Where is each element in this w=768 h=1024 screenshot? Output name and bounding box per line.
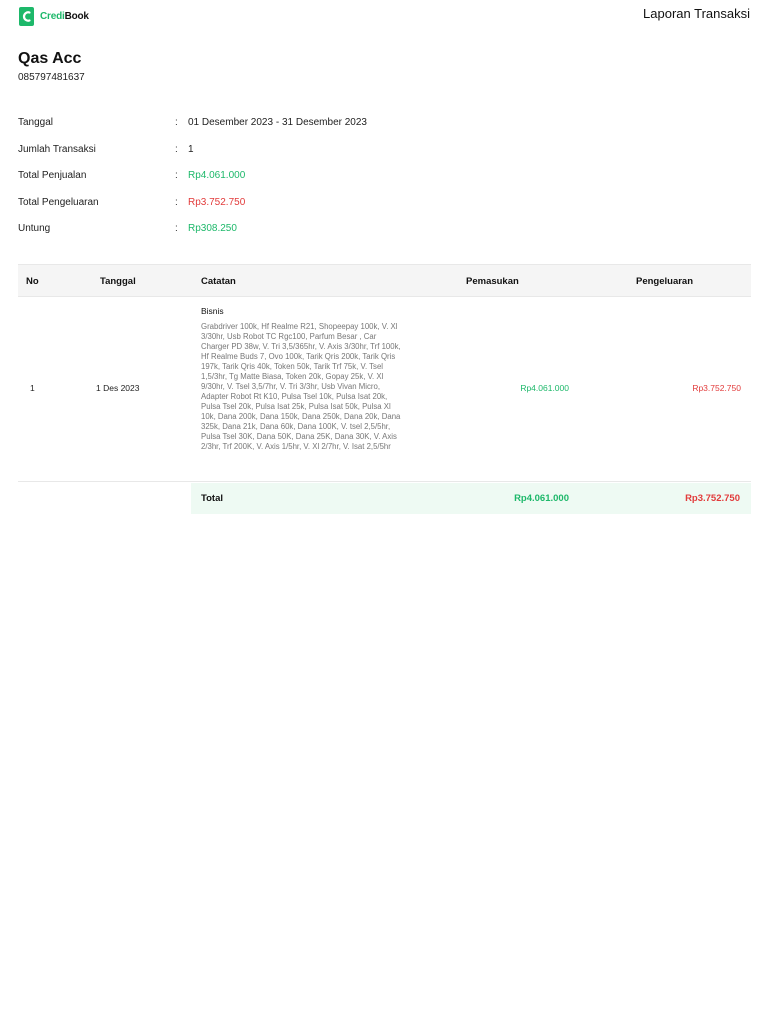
- row-date: 1 Des 2023: [96, 383, 140, 393]
- column-header-expense: Pengeluaran: [636, 276, 694, 287]
- row-expense: Rp3.752.750: [692, 383, 741, 393]
- row-category: Bisnis: [201, 306, 224, 316]
- summary-row-date: [18, 115, 518, 142]
- total-income: Rp4.061.000: [514, 493, 569, 504]
- row-description: Grabdriver 100k, Hf Realme R21, Shopeepay 100k, V. Xl 3/30hr, Usb Robot TC Rgc100, Parfum Besar , Car Charger PD 38w, V. Tri 3,5/365hr, V. Axis 3/30hr, Trf 100k, Hf Realme Buds 7, Ovo 100k, Tarik Qris 200k, Tarik Qris 197k, Tarik Qris 40k, Token 50k, Tarik Trf 75k, V. Tsel 1,5/3hr, Tg Matte Biasa, Token 20k, Gopay 25k, V. Xl 9/30hr, V. Tsel 3,5/7hr, V. Tri 3/3hr, Usb Vivan Micro, Adapter Robot Rt K10, Pulsa Tsel 10k, Pulsa Isat 20k, Pulsa Tsel 20k, Pulsa Isat 25k, Pulsa Isat 50k, Pulsa Xl 10k, Dana 200k, Dana 150k, Dana 250k, Dana 20k, Dana 325k, Dana 21k, Dana 60k, Dana 100K, V. tsel 2,5/5hr, Pulsa Tsel 30K, Dana 50K, Dana 25K, Dana 30K, V. Axis 2/3hr, Trf 200K, V. Axis 1/5hr, V. Xl 2/7hr, V. Isat 2,5/5hr: [201, 322, 401, 451]
- table-header: [18, 264, 751, 297]
- summary-row-total-sales: [18, 168, 518, 195]
- summary-sales-value: Rp4.061.000: [188, 170, 246, 181]
- total-label: Total: [201, 493, 223, 504]
- row-income: Rp4.061.000: [520, 383, 569, 393]
- column-header-notes: Catatan: [201, 276, 236, 287]
- brand-logo: [19, 7, 89, 26]
- summary-colon: :: [175, 223, 178, 234]
- summary-row-transaction-count: [18, 142, 518, 169]
- summary-label: Untung: [18, 223, 51, 234]
- summary-row-profit: [18, 221, 518, 248]
- column-header-income: Pemasukan: [466, 276, 519, 287]
- summary-label: Tanggal: [18, 117, 54, 128]
- summary-label: Total Pengeluaran: [18, 196, 99, 208]
- brand-name-part1: Credi: [40, 11, 65, 22]
- summary-label: Total Penjualan: [18, 170, 87, 181]
- report-title: Laporan Transaksi: [643, 6, 750, 21]
- row-number: 1: [30, 383, 35, 393]
- summary-count-value: 1: [188, 143, 194, 155]
- summary-colon: :: [175, 170, 178, 181]
- summary-colon: :: [175, 143, 178, 155]
- top-bar: [0, 0, 768, 34]
- summary-expenses-value: Rp3.752.750: [188, 196, 246, 208]
- transaction-table: [18, 264, 751, 504]
- summary-date-value: 01 Desember 2023 - 31 Desember 2023: [188, 117, 367, 128]
- total-expense: Rp3.752.750: [685, 493, 740, 504]
- row-notes: [201, 306, 401, 452]
- column-header-no: No: [26, 276, 39, 287]
- summary-colon: :: [175, 196, 178, 208]
- brand-name: [40, 11, 89, 22]
- credibook-logo-icon: [19, 7, 34, 26]
- summary-colon: :: [175, 117, 178, 128]
- summary-section: [18, 115, 518, 248]
- account-phone: 085797481637: [18, 72, 85, 83]
- summary-label: Jumlah Transaksi: [18, 143, 96, 155]
- account-name: Qas Acc: [18, 50, 82, 67]
- summary-profit-value: Rp308.250: [188, 223, 237, 234]
- brand-name-part2: Book: [64, 11, 89, 22]
- column-header-date: Tanggal: [100, 276, 136, 287]
- total-row: [191, 483, 751, 514]
- summary-row-total-expenses: [18, 195, 518, 222]
- table-row: [18, 297, 751, 482]
